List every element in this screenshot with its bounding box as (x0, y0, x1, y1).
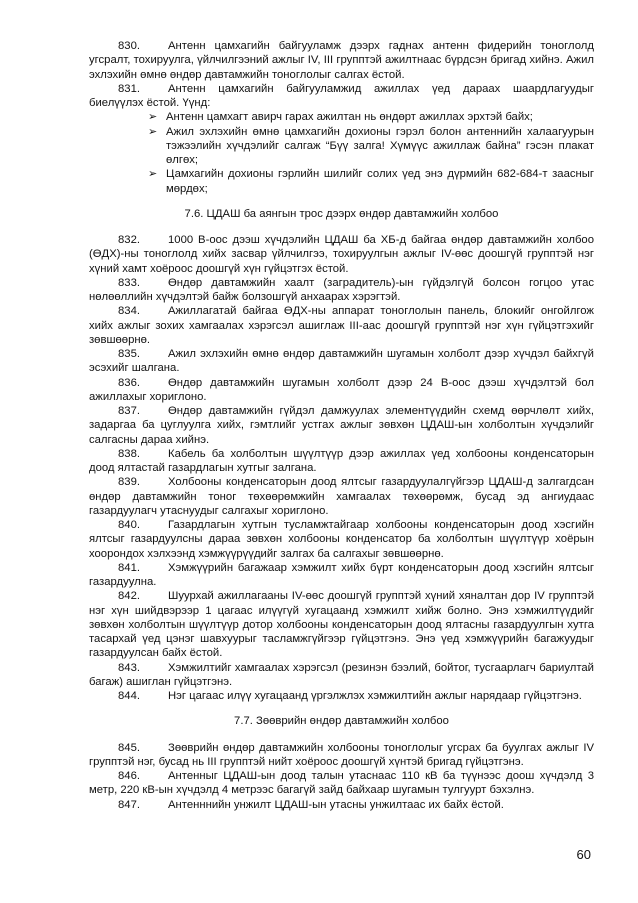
paragraph-number: 844. (118, 690, 140, 702)
paragraph-number: 830. (118, 40, 140, 52)
paragraph-number: 832. (118, 234, 140, 246)
paragraph-text: Антенн цамхагийн байгууламжид ажиллах үед дараах шаардлагуудыг биелүүлэх ёстой. Үүнд: (89, 82, 594, 109)
paragraph-832 (89, 233, 594, 276)
bullet-text: Цамхагийн дохионы гэрлийн шилийг солих үед энэ дүрмийн 682-684-т заасныг мөрдөх; (166, 168, 594, 195)
paragraph-number: 834. (118, 305, 140, 318)
bullet-item (89, 167, 594, 196)
document-page (89, 39, 594, 812)
paragraph-text: Антенннийн унжилт ЦДАШ-ын утасны унжилтаас их байх ёстой. (168, 798, 504, 811)
paragraph-830 (89, 39, 594, 82)
paragraph-839 (89, 475, 594, 518)
page-number: 60 (576, 847, 591, 862)
paragraph-number: 836. (118, 376, 140, 389)
paragraph-847 (89, 798, 594, 812)
paragraph-text: Антенн цамхагийн байгууламж дээрх гаднах антенн фидерийн тоноглолд угсралт, тохируулга, үйлчилгээний ажлыг IV, III групптэй ажилтнаас бүрдсэн бригад хийнэ. Ажил эхлэхийн өмнө өндөр давтамжийн тоноглолыг салгах ёстой. (89, 40, 594, 81)
paragraph-838 (89, 447, 594, 476)
paragraph-833 (89, 276, 594, 305)
paragraph-841 (89, 561, 594, 590)
paragraph-number: 835. (118, 348, 140, 360)
arrow-bullet-icon: ➢ (148, 168, 158, 181)
paragraph-number: 831. (118, 82, 140, 95)
paragraph-number: 838. (118, 447, 140, 460)
paragraph-text: Нэг цагаас илүү хугацаанд үргэлжлэх хэмжилтийн ажлыг нарядаар гүйцэтгэнэ. (168, 690, 582, 702)
paragraph-835 (89, 347, 594, 376)
paragraph-number: 847. (118, 798, 140, 811)
paragraph-831 (89, 82, 594, 111)
paragraph-number: 843. (118, 661, 140, 674)
bullet-text: Ажил эхлэхийн өмнө цамхагийн дохионы гэрэл болон антеннийн халаагуурын тэжээлийн хүчдэлийг салгаж “Бүү залга! Хүмүүс ажиллаж байна” гэсэн плакат өлгөх; (166, 125, 594, 166)
bullet-item (89, 110, 594, 124)
paragraph-844 (89, 689, 594, 703)
paragraph-text: Өндөр давтамжийн гүйдэл дамжуулах элементүүдийн схемд өөрчлөлт хийх, задаргаа ба цуглуулга хийх, гэмтлийг устгах ажлыг зөвхөн ЦДАШ-ын холболтын хүчдэлийг салгасны дараа хийнэ. (89, 405, 594, 446)
paragraph-text: Зөөврийн өндөр давтамжийн холбооны тоноглолыг угсрах ба буулгах ажлыг IV групптэй нэг, бусад нь III групптэй нийт хоёроос доошгүй хүнтэй бригад гүйцэтгэнэ. (89, 741, 594, 768)
paragraph-text: Өндөр давтамжийн шугамын холболт дээр 24 В-оос дээш хүчдэлтэй бол ажиллахыг хориглоно. (89, 376, 594, 403)
paragraph-number: 833. (118, 276, 140, 289)
bullet-item (89, 125, 594, 168)
paragraph-text: Шуурхай ажиллагааны IV-өөс доошгүй групптэй хүний хяналтан дор IV групптэй нэг хүн шийдвэрээр 1 цагаас илүүгүй хугацаанд хэмжилт хийж болно. Энэ хэмжилтүүдийг зөвхөн холболтын шүүлтүүр дотор холбооны конденсаторын доод ялтасны газардуулгын хутга тасархай үед цэнэг шавхуурыг тасламжгүйгээр гүйцэтгэнэ. Энэ үед хэмжүүрийн багажуудыг газардуулсан байх ёстой. (89, 590, 594, 660)
paragraph-text: Ажиллагатай байгаа ӨДХ-ны аппарат тоноглолын панель, блокийг онгойлгож хийх ажлыг зохих хамгаалах хэрэгсэл ашиглаж III-аас доошгүй групптэй нэг хүн гүйцэтгэхийг зөвшөөрнө. (89, 305, 594, 346)
arrow-bullet-icon: ➢ (148, 125, 158, 138)
section-heading-7-6: 7.6. ЦДАШ ба аянгын трос дээрх өндөр давтамжийн холбоо (184, 207, 499, 220)
paragraph-text: Кабель ба холболтын шүүлтүүр дээр ажиллах үед холбооны конденсаторын доод ялтастай газардлагын хутгыг залгана. (89, 447, 594, 474)
paragraph-text: Антенныг ЦДАШ-ын доод талын утаснаас 110 кВ ба түүнээс доош хүчдэлд 3 метр, 220 кВ-ын хүчдэлд 4 метрээс багагүй зайд байхаар шугамын тулгуурт бэхэлнэ. (89, 770, 594, 797)
paragraph-text: Хэмжилтийг хамгаалах хэрэгсэл (резинэн бээлий, бойтог, тусгаарлагч бариултай багаж) ашиглан гүйцэтгэнэ. (89, 661, 594, 688)
paragraph-842 (89, 589, 594, 660)
paragraph-836 (89, 376, 594, 405)
paragraph-837 (89, 404, 594, 447)
paragraph-number: 839. (118, 476, 140, 489)
bullet-list (89, 110, 594, 196)
paragraph-834 (89, 304, 594, 347)
paragraph-846 (89, 769, 594, 798)
paragraph-text: Өндөр давтамжийн хаалт (заградитель)-ын гүйдэлгүй болсон гогцоо утас нөлөөллийн хүчдэлтэй байж болзошгүй анхаарах хэрэгтэй. (89, 276, 594, 303)
paragraph-text: Газардлагын хутгын тусламжтайгаар холбооны конденсаторын доод хэсгийн ялтсыг газардуулсны дараа зөвхөн холбооны конденсатор ба холболтын шүүлтүүр хоёрын хоорондох хэлхээнд хэмжүүрүүдийг залгах ба салгахыг зөвшөөрнө. (89, 519, 594, 560)
paragraph-number: 845. (118, 741, 140, 754)
paragraph-number: 837. (118, 405, 140, 417)
section-heading-7-7: 7.7. Зөөврийн өндөр давтамжийн холбоо (234, 715, 449, 728)
paragraph-840 (89, 518, 594, 561)
paragraph-text: Ажил эхлэхийн өмнө өндөр давтамжийн шугамын холболт дээр хүчдэл байхгүй эсэхийг шалгана. (89, 348, 594, 375)
paragraph-number: 846. (118, 770, 140, 782)
paragraph-number: 841. (118, 561, 140, 574)
arrow-bullet-icon: ➢ (148, 111, 158, 124)
paragraph-text: Холбооны конденсаторын доод ялтсыг газардуулалгүйгээр ЦДАШ-д залгагдсан өндөр давтамжийн тоног төхөөрөмжийн хамгаалах төхөөрөмж, бусад эд ангиудаас газардуулагч утаснуудыг салгахыг хориглоно. (89, 476, 594, 517)
paragraph-text: Хэмжүүрийн багажаар хэмжилт хийх бүрт конденсаторын доод хэсгийн ялтсыг газардуулна. (89, 561, 594, 588)
bullet-text: Антенн цамхагт авирч гарах ажилтан нь өндөрт ажиллах эрхтэй байх; (166, 111, 533, 124)
paragraph-number: 840. (118, 519, 140, 531)
paragraph-text: 1000 В-оос дээш хүчдэлийн ЦДАШ ба ХБ-д байгаа өндөр давтамжийн холбоо (ӨДХ)-ны тоноглолд хийх засвар үйлчилгээ, тохируулгын ажлыг IV-өөс доошгүй групптэй нэг хүний хамт хоёроос доошгүй хүн гүйцэтгэх ёстой. (89, 234, 594, 275)
paragraph-843 (89, 661, 594, 690)
paragraph-number: 842. (118, 590, 140, 603)
paragraph-845 (89, 741, 594, 770)
